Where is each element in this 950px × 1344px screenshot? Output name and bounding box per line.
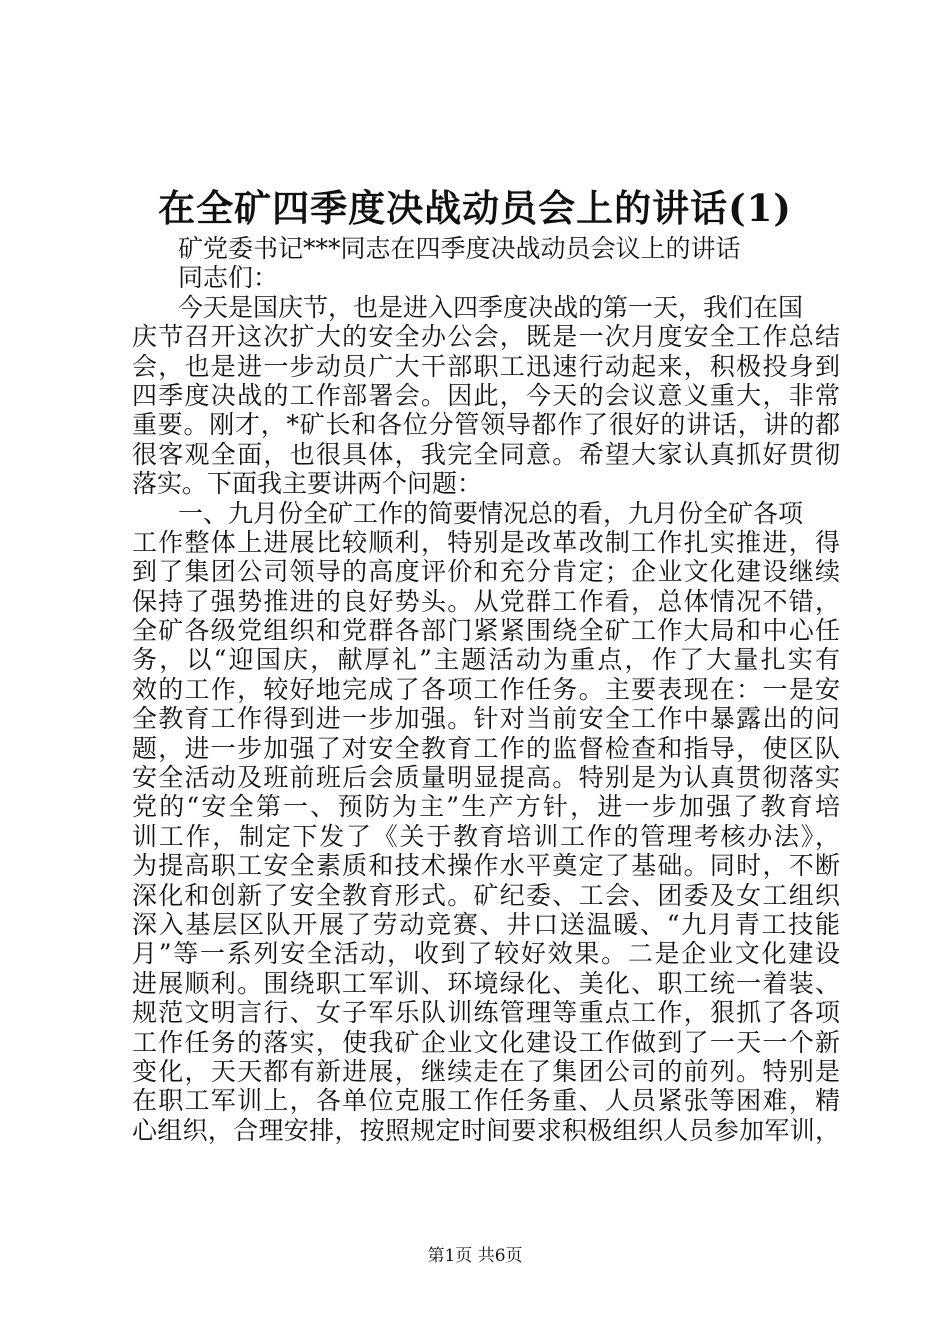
paragraph-line: 工作任务的落实，使我矿企业文化建设工作做到了一天一个新: [132, 1027, 840, 1057]
page-footer: 第1页 共6页: [427, 1246, 523, 1266]
paragraph-line: 为提高职工安全素质和技术操作水平奠定了基础。同时，不断: [132, 851, 840, 881]
document-body: [132, 234, 840, 1145]
paragraph-line: 今天是国庆节，也是进入四季度决战的第一天，我们在国: [178, 292, 804, 322]
paragraph-line: 心组织，合理安排，按照规定时间要求积极组织人员参加军训，: [132, 1115, 840, 1145]
paragraph-line: 党的“安全第一、预防为主”生产方针，进一步加强了教育培: [132, 792, 840, 822]
paragraph-line: 四季度决战的工作部署会。因此，今天的会议意义重大，非常: [132, 380, 840, 410]
salutation-line: 同志们：: [178, 263, 279, 293]
paragraph-line: 深化和创新了安全教育形式。矿纪委、工会、团委及女工组织: [132, 880, 840, 910]
document-title: 在全矿四季度决战动员会上的讲话(1): [158, 186, 792, 230]
paragraph-line: 深入基层区队开展了劳动竞赛、井口送温暖、“九月青工技能: [132, 909, 840, 939]
paragraph-line: 全教育工作得到进一步加强。针对当前安全工作中暴露出的问: [132, 704, 840, 734]
paragraph-line: 在职工军训上，各单位克服工作任务重、人员紧张等困难，精: [132, 1086, 840, 1116]
paragraph-line: 保持了强势推进的良好势头。从党群工作看，总体情况不错，: [132, 586, 840, 616]
paragraph-line: 很客观全面，也很具体，我完全同意。希望大家认真抓好贯彻: [132, 439, 840, 469]
paragraph-line: 重要。刚才，*矿长和各位分管领导都作了很好的讲话，讲的都: [132, 410, 840, 440]
paragraph-line: 题，进一步加强了对安全教育工作的监督检查和指导，使区队: [132, 733, 840, 763]
paragraph-line: 训工作，制定下发了《关于教育培训工作的管理考核办法》，: [132, 821, 840, 851]
paragraph-line: 一、九月份全矿工作的简要情况总的看，九月份全矿各项: [178, 498, 804, 528]
paragraph-line: 工作整体上进展比较顺利，特别是改革改制工作扎实推进，得: [132, 527, 840, 557]
paragraph-line: 会，也是进一步动员广大干部职工迅速行动起来，积极投身到: [132, 351, 840, 381]
paragraph-line: 务，以“迎国庆，献厚礼”主题活动为重点，作了大量扎实有: [132, 645, 840, 675]
paragraph-line: 进展顺利。围绕职工军训、环境绿化、美化、职工统一着装、: [132, 968, 840, 998]
subtitle-line: 矿党委书记***同志在四季度决战动员会议上的讲话: [178, 234, 741, 263]
paragraph-line: 全矿各级党组织和党群各部门紧紧围绕全矿工作大局和中心任: [132, 616, 840, 646]
paragraph-line: 落实。下面我主要讲两个问题：: [132, 469, 483, 499]
paragraph-line: 效的工作，较好地完成了各项工作任务。主要表现在：一是安: [132, 674, 840, 704]
paragraph-line: 庆节召开这次扩大的安全办公会，既是一次月度安全工作总结: [132, 322, 840, 352]
paragraph-line: 规范文明言行、女子军乐队训练管理等重点工作，狠抓了各项: [132, 998, 840, 1028]
paragraph-line: 月”等一系列安全活动，收到了较好效果。二是企业文化建设: [132, 939, 840, 969]
paragraph-line: 到了集团公司领导的高度评价和充分肯定；企业文化建设继续: [132, 557, 840, 587]
paragraph-line: 变化，天天都有新进展，继续走在了集团公司的前列。特别是: [132, 1056, 840, 1086]
paragraph-line: 安全活动及班前班后会质量明显提高。特别是为认真贯彻落实: [132, 763, 840, 793]
